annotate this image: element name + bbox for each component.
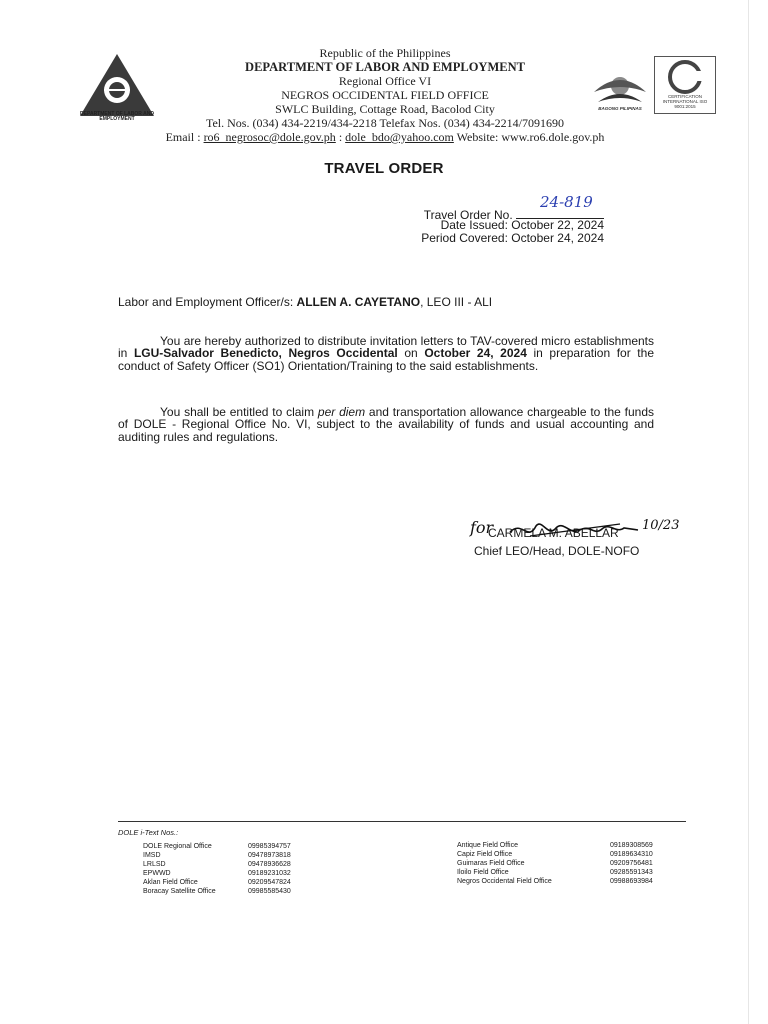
p1-text-e: in preparation for the conduct of Safety Officer (SO1) Orientation/Training to the said establishments. xyxy=(118,346,654,373)
contact-row xyxy=(457,859,653,868)
p1-text-a: You are hereby authorized to distribute invitation letters to TAV-covered micro establishments in xyxy=(118,334,654,361)
email-separator: : xyxy=(335,130,346,144)
p2-text-c: and transportation allowance chargeable to the funds of DOLE - Regional Office No. VI, subject to the availability of funds and usual accounting and auditing rules and regulations. xyxy=(118,405,654,444)
travel-order-label: Travel Order No. xyxy=(423,208,516,222)
email-label: Email : xyxy=(165,130,204,144)
certification-label: CERTIFICATION INTERNATIONAL ISO 9001:2015 xyxy=(662,94,708,109)
contacts-left xyxy=(143,842,291,896)
contact-name: Iloilo Field Office xyxy=(457,869,509,876)
scan-edge-line xyxy=(748,0,749,1024)
contact-number: 09189634310 xyxy=(610,851,653,858)
travel-order-number: 24-819 xyxy=(540,193,593,211)
bagong-pilipinas-label: BAGONG PILIPINAS xyxy=(598,106,642,111)
contact-row xyxy=(143,878,291,887)
contact-number: 09285591343 xyxy=(610,869,653,876)
officers-line xyxy=(118,295,492,309)
officers-label: Labor and Employment Officer/s: xyxy=(118,295,297,309)
contact-number: 09209547824 xyxy=(248,879,291,886)
signatory-initials: for xyxy=(470,518,494,537)
contact-row xyxy=(143,842,291,851)
contact-name: Negros Occidental Field Office xyxy=(457,878,552,885)
contact-number: 09189231032 xyxy=(248,870,291,877)
contact-row xyxy=(143,869,291,878)
contact-row xyxy=(457,841,653,850)
contact-name: LRLSD xyxy=(143,861,166,868)
website-text: Website: www.ro6.dole.gov.ph xyxy=(453,130,605,144)
signature-block xyxy=(470,516,710,564)
travel-order-meta xyxy=(380,193,604,245)
regional-office: Regional Office VI xyxy=(338,74,432,88)
contact-row xyxy=(457,877,653,886)
letterhead xyxy=(150,46,620,144)
contact-name: Capiz Field Office xyxy=(457,851,513,858)
signatory-title: Chief LEO/Head, DOLE-NOFO xyxy=(474,544,640,558)
p1-date: October 24, 2024 xyxy=(424,346,527,361)
contact-row xyxy=(457,850,653,859)
contact-number: 09209756481 xyxy=(610,860,653,867)
contact-row xyxy=(457,868,653,877)
email-link-1[interactable]: ro6_negrosoc@dole.gov.ph xyxy=(203,130,336,144)
contact-number: 09988693984 xyxy=(610,878,653,885)
signatory-name: CARMELA M. ABELLAR xyxy=(488,526,619,540)
contact-row xyxy=(143,860,291,869)
contact-name: Antique Field Office xyxy=(457,842,518,849)
dole-logo-caption: DEPARTMENT OF LABOR AND EMPLOYMENT xyxy=(80,111,154,122)
document-title: TRAVEL ORDER xyxy=(324,160,444,177)
footer-divider xyxy=(118,821,686,822)
officer-name: ALLEN A. CAYETANO xyxy=(296,295,421,309)
p1-location: LGU-Salvador Benedicto, Negros Occidental xyxy=(133,346,398,361)
contact-name: Boracay Satellite Office xyxy=(143,888,216,895)
p1-text-c: on xyxy=(397,346,425,361)
authorization-paragraph xyxy=(118,335,654,372)
entitlement-paragraph xyxy=(118,406,654,443)
contact-name: Guimaras Field Office xyxy=(457,860,525,867)
p2-per-diem: per diem xyxy=(317,405,366,419)
email-link-2[interactable]: dole_bdo@yahoo.com xyxy=(345,130,454,144)
contact-name: IMSD xyxy=(143,852,161,859)
contact-number: 09478973818 xyxy=(248,852,291,859)
contact-name: EPWWD xyxy=(143,870,171,877)
contact-name: DOLE Regional Office xyxy=(143,843,212,850)
footer-heading: DOLE i-Text Nos.: xyxy=(118,828,179,837)
contact-number: 09985394757 xyxy=(248,843,291,850)
certification-seal-icon xyxy=(655,57,715,97)
contacts-right xyxy=(457,841,653,886)
officer-position: , LEO III - ALI xyxy=(420,295,493,309)
p2-text-a: You shall be entitled to claim xyxy=(160,405,318,419)
handwritten-date: 10/23 xyxy=(642,518,680,533)
department-name: DEPARTMENT OF LABOR AND EMPLOYMENT xyxy=(245,60,525,74)
date-issued: Date Issued: October 22, 2024 xyxy=(440,218,604,232)
travel-order-number-field xyxy=(516,193,604,219)
email-line xyxy=(150,130,620,144)
contact-number: 09985585430 xyxy=(248,888,291,895)
contact-number: 09189308569 xyxy=(610,842,653,849)
republic-line: Republic of the Philippines xyxy=(319,46,451,60)
telephone-line: Tel. Nos. (034) 434-2219/434-2218 Telefax Nos. (034) 434-2214/7091690 xyxy=(205,116,565,130)
period-covered: Period Covered: October 24, 2024 xyxy=(421,231,604,245)
field-office: NEGROS OCCIDENTAL FIELD OFFICE xyxy=(281,88,489,102)
contact-name: Aklan Field Office xyxy=(143,879,198,886)
office-address: SWLC Building, Cottage Road, Bacolod City xyxy=(275,102,495,116)
contact-row xyxy=(143,887,291,896)
contact-row xyxy=(143,851,291,860)
contact-number: 09478936628 xyxy=(248,861,291,868)
